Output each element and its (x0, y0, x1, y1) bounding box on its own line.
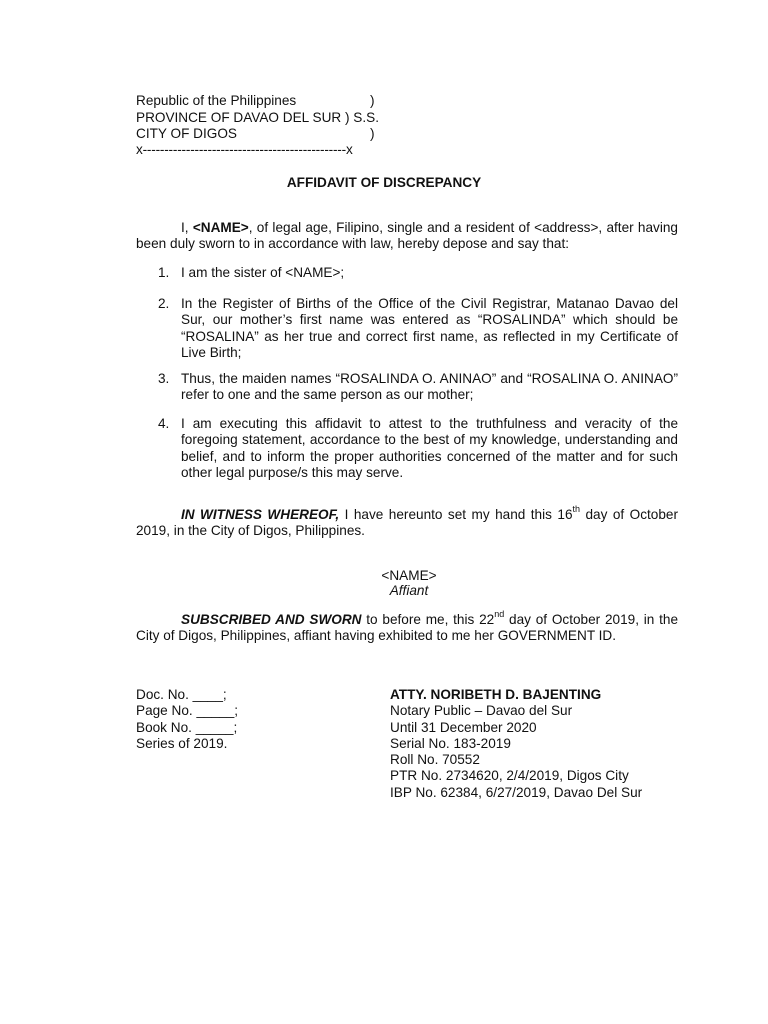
notary-name: ATTY. NORIBETH D. BAJENTING (390, 687, 602, 702)
jurat-lead: SUBSCRIBED AND SWORN (181, 612, 362, 627)
item-text: I am the sister of <NAME>; (181, 265, 345, 280)
venue-province: PROVINCE OF DAVAO DEL SUR ) S.S. (136, 110, 379, 125)
witness-text-2: day of October 2019, in the City of Digos, Philippines. (136, 507, 679, 539)
venue-republic: Republic of the Philippines (136, 93, 297, 108)
venue-separator: x-----------------------------------------------x (136, 142, 353, 157)
notary-roll: Roll No. 70552 (390, 752, 480, 768)
affiant-name: <NAME> (381, 568, 437, 583)
venue-paren-1: ) (370, 93, 375, 108)
notary-ptr: PTR No. 2734620, 2/4/2019, Digos City (390, 768, 629, 784)
jurat-text-2: day of October 2019, in the City of Digos, Philippines, affiant having exhibited to me her GOVERNMENT ID. (136, 612, 679, 644)
notary-commission: Notary Public – Davao del Sur (390, 703, 573, 719)
item-text: I am executing this affidavit to attest to the truthfulness and veracity of the foregoing statement, accordance to the best of my knowledge, understanding and belief, and to inform the proper authorities concerned of the matter and for such other legal purpose/s this may serve. (181, 416, 678, 480)
jurat-day-suffix: nd (494, 609, 505, 620)
document-title: AFFIDAVIT OF DISCREPANCY (286, 175, 482, 190)
affiant-label: Affiant (389, 583, 429, 598)
item-text: Thus, the maiden names “ROSALINDA O. ANINAO” and “ROSALINA O. ANINAO” refer to one and the same person as our mother; (181, 371, 678, 403)
venue-city: CITY OF DIGOS (136, 126, 237, 141)
notary-ibp: IBP No. 62384, 6/27/2019, Davao Del Sur (390, 784, 643, 800)
doc-number: Doc. No. ____; (136, 687, 227, 702)
docket-block (136, 687, 238, 752)
venue-paren-3: ) (370, 126, 375, 141)
item-number: 4. (158, 416, 170, 431)
item-number: 2. (158, 296, 170, 311)
book-number: Book No. _____; (136, 719, 238, 735)
intro-name: <NAME> (192, 220, 249, 235)
item-number: 3. (158, 371, 170, 386)
page-number: Page No. _____; (136, 703, 239, 719)
witness-paragraph (136, 504, 679, 540)
witness-day-suffix: th (572, 504, 581, 515)
intro-paragraph (136, 220, 678, 253)
witness-text-1: I have hereunto set my hand this 16 (339, 507, 573, 522)
item-number: 1. (158, 265, 170, 280)
notary-block (390, 687, 642, 801)
intro-rest: , of legal age, Filipino, single and a resident of <address>, after having been duly sworn to in accordance with law, hereby depose and say that: (136, 220, 678, 252)
jurat-paragraph (136, 609, 679, 645)
notary-serial: Serial No. 183-2019 (390, 735, 511, 751)
intro-prefix: I, (181, 220, 193, 235)
notary-validity: Until 31 December 2020 (390, 719, 537, 735)
witness-lead: IN WITNESS WHEREOF, (181, 507, 340, 522)
item-text: In the Register of Births of the Office of the Civil Registrar, Matanao Davao del Sur, our mother’s first name was entered as “ROSALINDA” which should be “ROSALINA” as her true and correct first name, as reflected in my Certificate of Live Birth; (181, 296, 678, 360)
jurat-text-1: to before me, this 22 (361, 612, 495, 627)
series-year: Series of 2019. (136, 735, 228, 751)
